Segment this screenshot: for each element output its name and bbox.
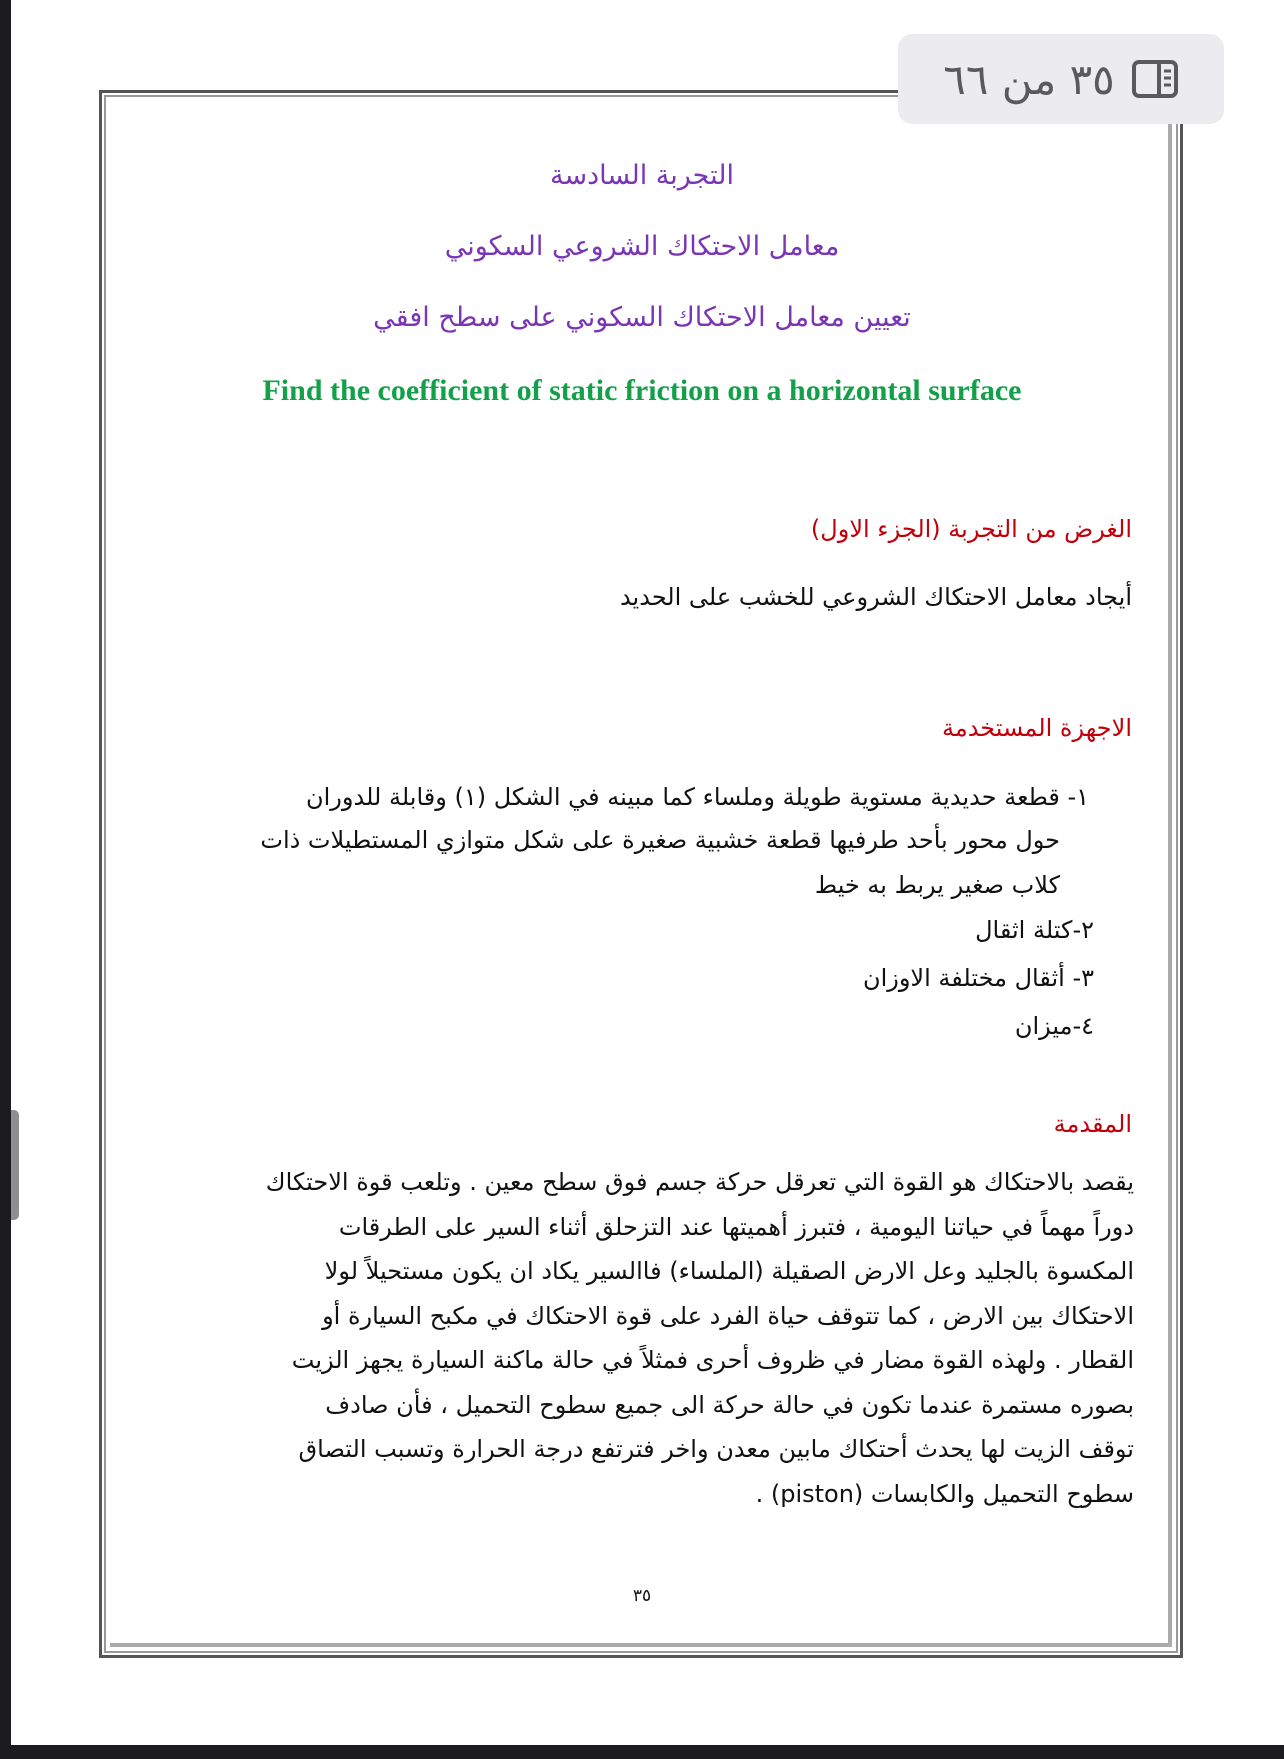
page-number: ٣٥ xyxy=(632,1586,652,1606)
intro-line: توقف الزيت لها يحدث أحتكاك مابين معدن واخر فترتفع درجة الحرارة وتسبب التصاق xyxy=(298,1435,1134,1463)
equipment-item-1-line-3: كلاب صغير يربط به خيط xyxy=(814,871,1060,899)
intro-line: سطوح التحميل والكابسات (piston) . xyxy=(755,1479,1134,1508)
bottom-edge xyxy=(0,1745,1284,1759)
page-indicator[interactable] xyxy=(898,34,1224,124)
window-edge xyxy=(0,0,11,1759)
purpose-text: أيجاد معامل الاحتكاك الشروعي للخشب على الحديد xyxy=(619,583,1132,611)
equipment-item-2: ٢-كتلة اثقال xyxy=(975,916,1094,944)
intro-line: المكسوة بالجليد وعل الارض الصقيلة (الملساء) فاالسير يكاد ان يكون مستحيلاً لولا xyxy=(324,1257,1134,1285)
intro-heading: المقدمة xyxy=(1053,1110,1132,1138)
purpose-heading: الغرض من التجربة (الجزء الاول) xyxy=(810,515,1132,543)
intro-line: دوراً مهماً في حياتنا اليومية ، فتبرز أهميتها عند التزحلق أثناء السير على الطرقات xyxy=(338,1212,1134,1241)
intro-line: القطار . ولهذه القوة مضار في ظروف أحرى فمثلاً في حالة ماكنة السيارة يجهز الزيت xyxy=(291,1346,1134,1374)
equipment-item-1-line-1: ١- قطعة حديدية مستوية طويلة وملساء كما مبينه في الشكل (١) وقابلة للدوران xyxy=(306,783,1089,811)
experiment-title: التجربة السادسة xyxy=(550,160,734,191)
experiment-task: تعيين معامل الاحتكاك السكوني على سطح افقي xyxy=(373,302,911,333)
intro-line: يقصد بالاحتكاك هو القوة التي تعرقل حركة جسم فوق سطح معين . وتلعب قوة الاحتكاك xyxy=(265,1168,1134,1196)
equipment-item-4: ٤-ميزان xyxy=(1014,1012,1094,1040)
page-indicator-text: ٣٥ من ٦٦ xyxy=(943,54,1115,104)
equipment-heading: الاجهزة المستخدمة xyxy=(941,714,1132,742)
experiment-subtitle: معامل الاحتكاك الشروعي السكوني xyxy=(444,231,840,262)
intro-line: الاحتكاك بين الارض ، كما تتوقف حياة الفرد على قوة الاحتكاك في مكبح السيارة أو xyxy=(322,1301,1134,1330)
scroll-handle[interactable] xyxy=(11,1110,19,1220)
reader-mode-icon[interactable] xyxy=(1131,59,1179,99)
intro-line: بصوره مستمرة عندما تكون في حالة حركة الى جميع سطوح التحميل ، فأن صادف xyxy=(325,1390,1134,1419)
english-title: Find the coefficient of static friction on a horizontal surface xyxy=(262,374,1022,407)
equipment-item-3: ٣- أثقال مختلفة الاوزان xyxy=(862,964,1094,992)
intro-paragraph xyxy=(150,1160,1134,1516)
equipment-item-1-line-2: حول محور بأحد طرفيها قطعة خشبية صغيرة على شكل متوازي المستطيلات ذات xyxy=(260,826,1060,854)
